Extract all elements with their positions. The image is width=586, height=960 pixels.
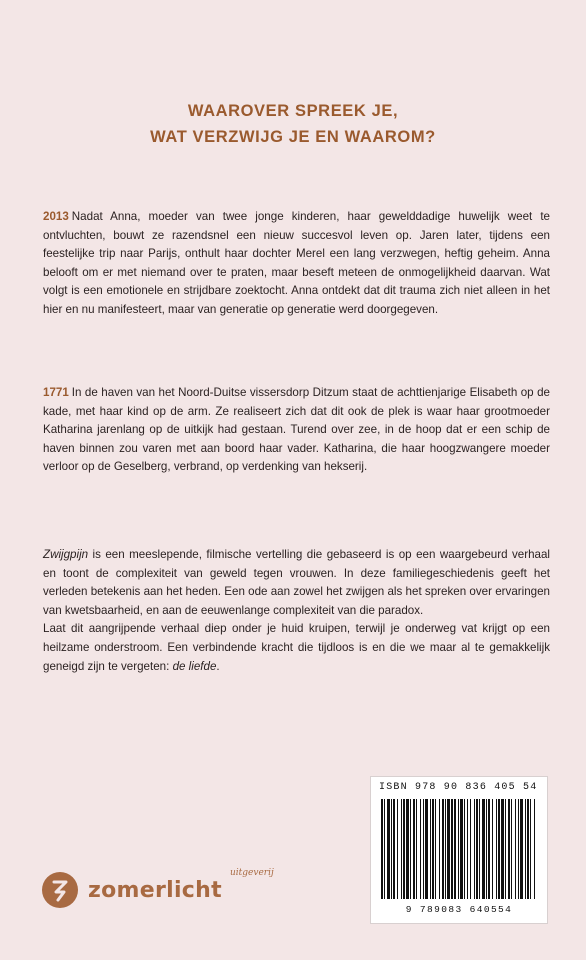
cover-headline (0, 98, 586, 150)
barcode-bar (406, 799, 409, 899)
barcode-bar (393, 799, 395, 899)
barcode-bar (413, 799, 415, 899)
barcode-bar (474, 799, 475, 899)
barcode-bar (520, 799, 523, 899)
barcode-bar (508, 799, 510, 899)
summary-text-a: is een meeslepende, filmische vertelling die gebaseerd is op een waargebeurd verhaal en toont de complexiteit van geweld tegen vrouwen. In deze familiegeschiedenis geeft het verleden betekenis aan het heden. Een ode aan zowel het zwijgen als het spreken over ervaringen van kwetsbaarheid, en aan de eeuwenlange complexiteit van die paradox. (43, 548, 550, 617)
barcode-bar (397, 799, 398, 899)
barcode-bar (534, 799, 535, 899)
barcode-bar (403, 799, 405, 899)
barcode-bar (476, 799, 478, 899)
barcode-bar (439, 799, 440, 899)
barcode-bar (381, 799, 383, 899)
barcode-bar (511, 799, 512, 899)
paragraph-1771 (43, 384, 550, 477)
barcode-bar (515, 799, 516, 899)
barcode-bar (430, 799, 431, 899)
barcode-bar (501, 799, 504, 899)
barcode-bar (435, 799, 436, 899)
barcode-bar (387, 799, 390, 899)
barcode-bar (479, 799, 480, 899)
barcode-bar (384, 799, 385, 899)
barcode-bar (391, 799, 392, 899)
barcode-bar (492, 799, 493, 899)
barcode-bar (451, 799, 453, 899)
publisher-name: zomerlicht (88, 878, 222, 903)
barcode-bar (488, 799, 490, 899)
barcode-bar (442, 799, 444, 899)
barcode-bar (423, 799, 424, 899)
paragraph-text: In de haven van het Noord-Duitse vissersdorp Ditzum staat de achttienjarige Elisabeth op de kade, met haar kind op de arm. Ze realiseert zich dat dit ook de plek is waar haar grootmoeder Katharina jarenlang op de uitkijk had gestaan. Turend over zee, in de hoop dat er een schip de haven binnen zou varen met aan boord haar vader. Katharina, die haar hoogzwangere moeder verloor op de Geselberg, verbrand, op verdenking van hekserij. (43, 386, 550, 474)
barcode-bar (416, 799, 417, 899)
sun-swirl-icon (40, 870, 80, 910)
barcode-bar (530, 799, 531, 899)
summary-ending: de liefde (172, 659, 217, 673)
barcode-bar (401, 799, 402, 899)
barcode-bars (379, 799, 539, 903)
barcode-bar (518, 799, 519, 899)
headline-line-2: WAT VERZWIJG JE EN WAAROM? (150, 128, 436, 146)
barcode-bar (525, 799, 526, 899)
barcode-bar (425, 799, 428, 899)
barcode-bar (454, 799, 456, 899)
book-title: Zwijgpijn (43, 548, 89, 561)
barcode-bar (420, 799, 421, 899)
barcode-bar (505, 799, 506, 899)
headline-line-1: WAAROVER SPREEK JE, (187, 102, 399, 120)
publisher-logo (40, 864, 274, 924)
barcode-bar (432, 799, 434, 899)
barcode-bar (445, 799, 446, 899)
barcode-bar (410, 799, 411, 899)
barcode-digits: 9 789083 640554 (405, 904, 513, 915)
barcode-bar (458, 799, 459, 899)
barcode-bar (486, 799, 487, 899)
publisher-subtitle: uitgeverij (230, 868, 274, 878)
barcode-bar (464, 799, 465, 899)
barcode-bar (498, 799, 500, 899)
barcode-bar (482, 799, 485, 899)
barcode-bar (447, 799, 450, 899)
isbn-label: ISBN 978 90 836 405 54 (379, 782, 538, 793)
barcode-bar (496, 799, 497, 899)
summary-ending-punct: . (216, 659, 220, 673)
barcode-bar (460, 799, 463, 899)
barcode-bar (527, 799, 529, 899)
paragraph-2013 (43, 208, 550, 320)
barcode-bar (470, 799, 471, 899)
isbn-barcode (370, 776, 548, 924)
paragraph-text: Nadat Anna, moeder van twee jonge kinderen, haar gewelddadige huwelijk weet te ontvluchten, bouwt ze razendsnel een nieuw succesvol leven op. Jaren later, tijdens een feestelijke trip naar Parijs, onthult haar dochter Merel een lang verzwegen, heftig geheim. Anna belooft om er met niemand over te praten, maar beseft meteen de onmogelijkheid daarvan. Wat volgt is een emotionele en strijdbare zoektocht. Anna ontdekt dat dit trauma zich niet alleen in het hier en nu manifesteert, maar van generatie op generatie werd doorgegeven. (43, 210, 550, 316)
year-label: 1771 (43, 386, 69, 399)
barcode-bar (467, 799, 468, 899)
summary-text-b: Laat dit aangrijpende verhaal diep onder je huid kruipen, terwijl je onderweg vat krijgt op een heilzame onderstroom. Een verbindende kracht die tijdloos is en die we maar al te gemakkelijk geneigd zijn te vergeten: (43, 622, 550, 673)
paragraph-summary (43, 546, 550, 676)
year-label: 2013 (43, 210, 69, 223)
